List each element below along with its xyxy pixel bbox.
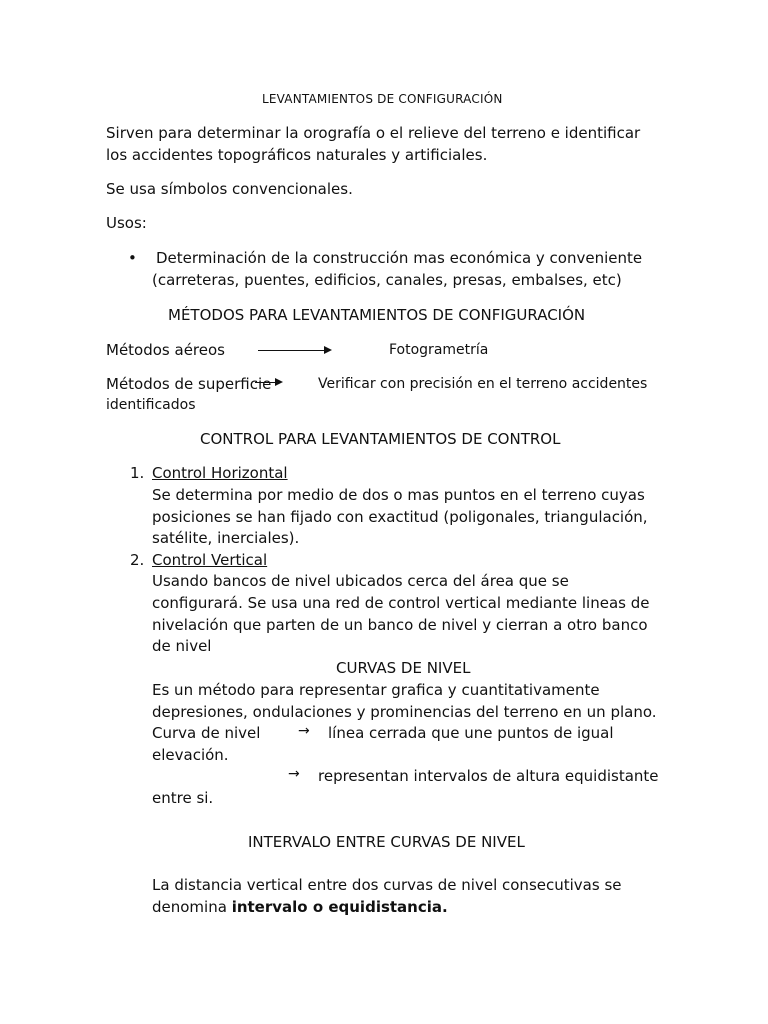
final-paragraph-bold-term: intervalo o equidistancia. (231, 898, 448, 916)
control-vertical-line-2: configurará. Se usa una red de control vertical mediante lineas de (152, 594, 650, 612)
curvas-line-1: Es un método para representar grafica y cuantitativamente (152, 681, 600, 699)
intro-line-1: Sirven para determinar la orografía o el relieve del terreno e identificar (106, 124, 641, 142)
curva-definition-1-cont: elevación. (152, 746, 229, 764)
bullet-line-1: Determinación de la construcción mas económica y conveniente (156, 249, 643, 267)
control-vertical-line-1: Usando bancos de nivel ubicados cerca del área que se (152, 572, 569, 590)
curva-definition-1: línea cerrada que une puntos de igual (328, 724, 614, 742)
aerial-methods-label: Métodos aéreos (106, 341, 225, 359)
final-paragraph-line-2 (152, 896, 448, 918)
intervalo-heading: INTERVALO ENTRE CURVAS DE NIVEL (248, 833, 525, 851)
methods-heading: MÉTODOS PARA LEVANTAMIENTOS DE CONFIGURACIÓN (168, 306, 586, 324)
arrow-icon: → (288, 766, 300, 782)
control-vertical-line-4: de nivel (152, 637, 212, 655)
curvas-line-2: depresiones, ondulaciones y prominencias del terreno en un plano. (152, 703, 657, 721)
final-paragraph-line-1: La distancia vertical entre dos curvas de nivel consecutivas se (152, 876, 622, 894)
curvas-heading: CURVAS DE NIVEL (336, 659, 471, 677)
bullet-line-2: (carreteras, puentes, edificios, canales, presas, embalses, etc) (152, 271, 622, 289)
control-horizontal-line-1: Se determina por medio de dos o mas puntos en el terreno cuyas (152, 486, 645, 504)
control-horizontal-line-2: posiciones se han fijado con exactitud (poligonales, triangulación, (152, 508, 648, 526)
control-horizontal-line-3: satélite, inerciales). (152, 529, 300, 547)
intro-line-2: los accidentes topográficos naturales y artificiales. (106, 146, 488, 164)
surface-methods-value: Verificar con precisión en el terreno accidentes (318, 376, 648, 392)
surface-methods-value-cont: identificados (106, 397, 196, 413)
surface-methods-label: Métodos de superficie (106, 375, 272, 393)
control-vertical-line-3: nivelación que parten de un banco de nivel y cierran a otro banco (152, 616, 648, 634)
bullet-marker: • (128, 249, 137, 267)
document-title: LEVANTAMIENTOS DE CONFIGURACIÓN (262, 92, 503, 106)
list-item-number: 1. (130, 464, 145, 482)
usos-label: Usos: (106, 214, 147, 232)
arrow-icon: → (298, 723, 310, 739)
control-horizontal-title: Control Horizontal (152, 464, 288, 482)
control-vertical-title: Control Vertical (152, 551, 268, 569)
curva-de-nivel-label: Curva de nivel (152, 724, 261, 742)
curva-definition-2-cont: entre si. (152, 789, 214, 807)
aerial-methods-value: Fotogrametría (389, 342, 489, 358)
list-item-number: 2. (130, 551, 145, 569)
final-paragraph-prefix: denomina (152, 898, 232, 916)
control-heading: CONTROL PARA LEVANTAMIENTOS DE CONTROL (200, 430, 561, 448)
symbols-text: Se usa símbolos convencionales. (106, 180, 353, 198)
curva-definition-2: representan intervalos de altura equidistante (318, 767, 659, 785)
